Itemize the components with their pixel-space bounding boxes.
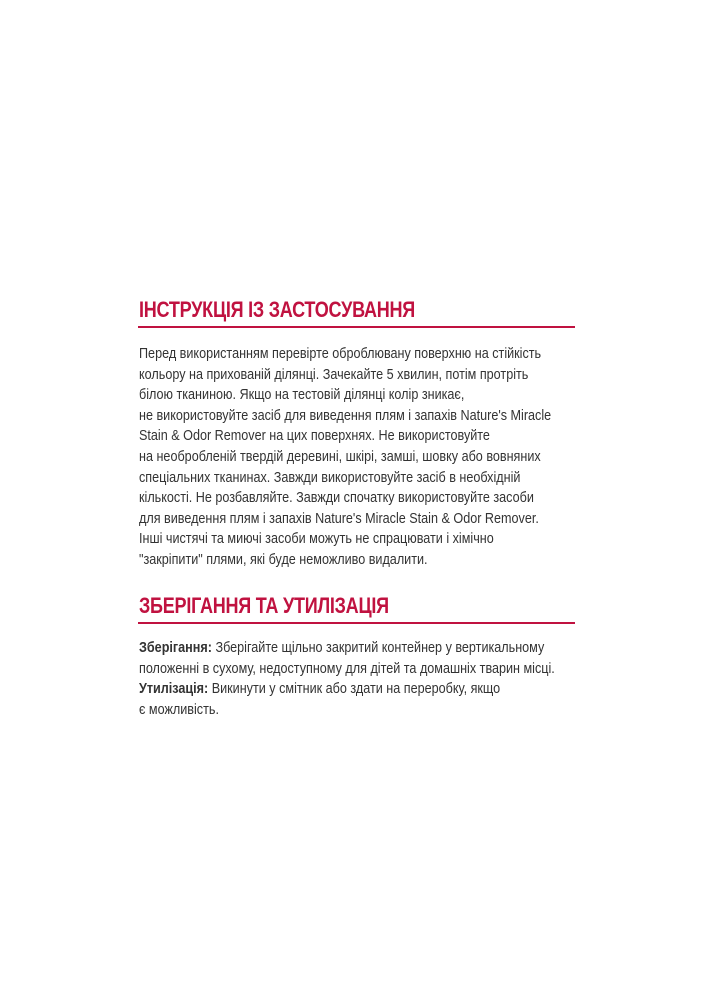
text-line: "закріпити" плями, які буде неможливо видалити. (139, 550, 428, 568)
storage-disposal-section (139, 592, 579, 720)
section-divider (138, 622, 575, 624)
text-line: білою тканиною. Якщо на тестовій ділянці колір зникає, (139, 386, 465, 404)
disposal-line-2: є можливість. (139, 700, 219, 718)
text-line: Перед використанням перевірте оброблювану поверхню на стійкість (139, 345, 542, 362)
text-line: Stain & Odor Remover на цих поверхнях. Не використовуйте (139, 427, 490, 445)
text-line: Інші чистячі та миючі засоби можуть не спрацювати і хімічно (139, 530, 494, 548)
usage-instructions-text (139, 344, 587, 571)
text-line: спеціальних тканинах. Завжди використовуйте засіб в необхідній (139, 468, 521, 486)
section-heading-usage: ІНСТРУКЦІЯ ІЗ ЗАСТОСУВАННЯ (139, 297, 416, 322)
text-line: кольору на прихованій ділянці. Зачекайте 5 хвилин, потім протріть (139, 365, 529, 383)
storage-text: Зберігайте щільно закритий контейнер у вертикальному (211, 639, 545, 656)
text-line: кількості. Не розбавляйте. Завжди спочатку використовуйте засоби (139, 489, 534, 507)
storage-label: Зберігання: (139, 639, 212, 656)
disposal-label: Утилізація: (139, 680, 209, 698)
text-line: для виведення плям і запахів Nature's Miracle Stain & Odor Remover. (139, 509, 539, 527)
usage-instructions-section (139, 296, 579, 571)
text-line: на необробленій твердій деревині, шкірі, замші, шовку або вовняних (139, 447, 541, 465)
storage-line (139, 638, 587, 659)
storage-line-2: положенні в сухому, недоступному для дітей та домашніх тварин місці. (139, 659, 555, 677)
text-line: не використовуйте засіб для виведення плям і запахів Nature's Miracle (139, 406, 552, 424)
disposal-text: Викинути у смітник або здати на переробку, якщо (208, 680, 501, 698)
storage-disposal-text (139, 638, 587, 720)
section-divider (138, 326, 575, 328)
disposal-line (139, 679, 587, 700)
section-heading-storage: ЗБЕРІГАННЯ ТА УТИЛІЗАЦІЯ (139, 593, 389, 618)
